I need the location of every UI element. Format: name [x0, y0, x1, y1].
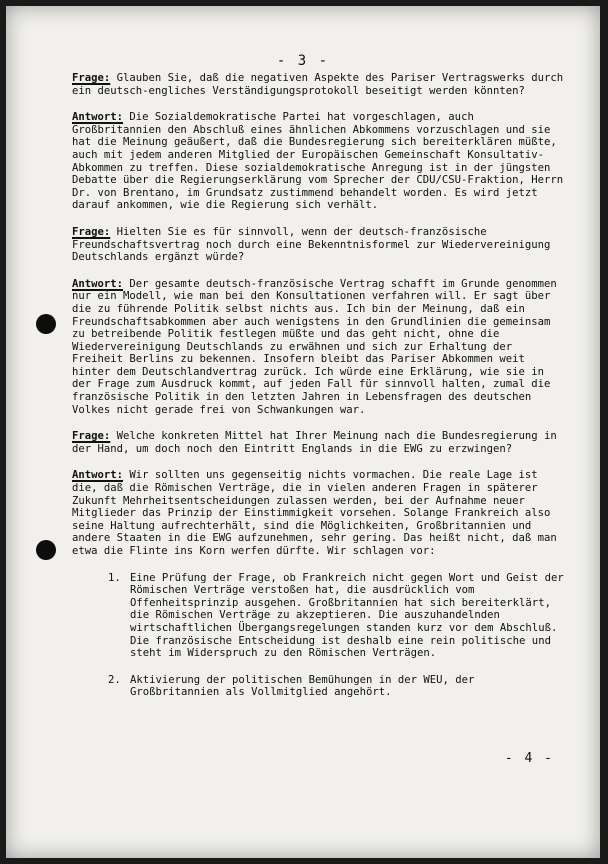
question-text: Hielten Sie es für sinnvoll, wenn der deutsch-französische Freundschaftsvertrag noch durch eine Bekenntnisformel zur Wiedervereinigung Deutschlands ergänzt würde? [72, 225, 557, 264]
punch-hole-bottom [36, 540, 56, 560]
document-page [6, 6, 600, 858]
list-item-number: 2. [108, 673, 121, 686]
answer-text: Wir sollten uns gegenseitig nichts vormachen. Die reale Lage ist die, daß die Römischen Verträge, die in vielen anderen Fragen in späterer Zukunft Mehrheitsentscheidungen zulassen werden, bei der Aufnahme neuer Mitglieder das Prinzip der Einstimmigkeit vorsehen. Solange Frankreich also seine Haltung aufrechterhält, sind die Möglichkeiten, Großbritannien und andere Staaten in die EWG aufzunehmen, sehr gering. Das heißt nicht, daß man etwa die Flinte ins Korn werfen dürfte. Wir schlagen vor: [72, 469, 564, 557]
question-label: Frage: [72, 430, 111, 443]
list-item [108, 674, 568, 699]
question-label: Frage: [72, 225, 111, 238]
punch-hole-top [36, 314, 56, 334]
answer-label: Antwort: [72, 111, 124, 124]
continuation-marker: - 4 - [504, 751, 554, 766]
question-3 [72, 430, 568, 455]
answer-2 [72, 278, 568, 417]
list-item-text: Aktivierung der politischen Bemühungen in der WEU, der Großbritannien als Vollmitglied angehört. [130, 673, 481, 699]
question-text: Glauben Sie, daß die negativen Aspekte des Pariser Vertragswerks durch ein deutsch-engliches Verständigungsprotokoll beseitigt werden könnten? [72, 72, 570, 97]
list-item-number: 1. [108, 571, 121, 584]
answer-label: Antwort: [72, 469, 124, 482]
question-2 [72, 226, 568, 264]
proposal-list [72, 571, 571, 699]
list-item [108, 571, 571, 660]
answer-label: Antwort: [72, 277, 124, 290]
answer-text: Die Sozialdemokratische Partei hat vorgeschlagen, auch Großbritannien den Abschluß eines ähnlichen Abkommens vorzuschlagen und sie hat die Meinung geäußert, daß die Bundesregierung sich bereiterklären müßte, auch mit jedem anderen Mitglied der Europäischen Gemeinschaft Konsultativ-Abkommen zu treffen. Diese sozialdemokratische Anregung ist in der jüngsten Debatte über die Regierungserklärung vom Sprecher der CDU/CSU-Fraktion, Herrn Dr. von Brentano, im Grundsatz zustimmend behandelt worden. Es wird jetzt darauf ankommen, wie die Regierung sich verhält. [72, 111, 570, 212]
question-1 [72, 72, 568, 97]
question-label: Frage: [72, 72, 111, 84]
answer-1 [72, 111, 568, 212]
document-body [72, 72, 571, 713]
answer-3 [72, 469, 568, 557]
answer-text: Der gesamte deutsch-französische Vertrag schafft im Grunde genommen nur ein Modell, wie man bei den Konsultationen verfahren will. Er sagt über die zu führende Politik selbst nichts aus. Ich bin der Meinung, daß ein Freundschaftsabkommen aber auch wenigstens in den Grundlinien die gemeinsam zu betreibende Politik festlegen müßte und das geht nicht, ohne die Wiedervereinigung Deutschlands zu erwähnen und sich zur Erhaltung der Freiheit Berlins zu bekennen. Insofern bleibt das Pariser Abkommen weit hinter dem Deutschlandvertrag zurück. Ich würde eine Erklärung, wie sie in der Frage zum Ausdruck kommt, auf jeden Fall für sinnvoll halten, zumal die französische Politik in den letzten Jahren in Lebensfragen des deutschen Volkes nicht gerade frei von Schwankungen war. [72, 277, 564, 416]
list-item-text: Eine Prüfung der Frage, ob Frankreich nicht gegen Wort und Geist der Römischen Verträge verstoßen hat, die ausdrücklich vom Offenheitsprinzip ausgehen. Großbritannien hat sich bereiterklärt, die Römischen Verträge zu akzeptieren. Die auszuhandelnden wirtschaftlichen Übergangsregelungen standen kurz vor dem Abschluß. Die französische Entscheidung ist deshalb eine rein politische und steht im Widerspruch zu den Römischen Verträgen. [130, 571, 571, 660]
question-text: Welche konkreten Mittel hat Ihrer Meinung nach die Bundesregierung in der Hand, um doch noch den Eintritt Englands in die EWG zu erzwingen? [72, 430, 564, 455]
page-number: - 3 - [276, 53, 330, 69]
